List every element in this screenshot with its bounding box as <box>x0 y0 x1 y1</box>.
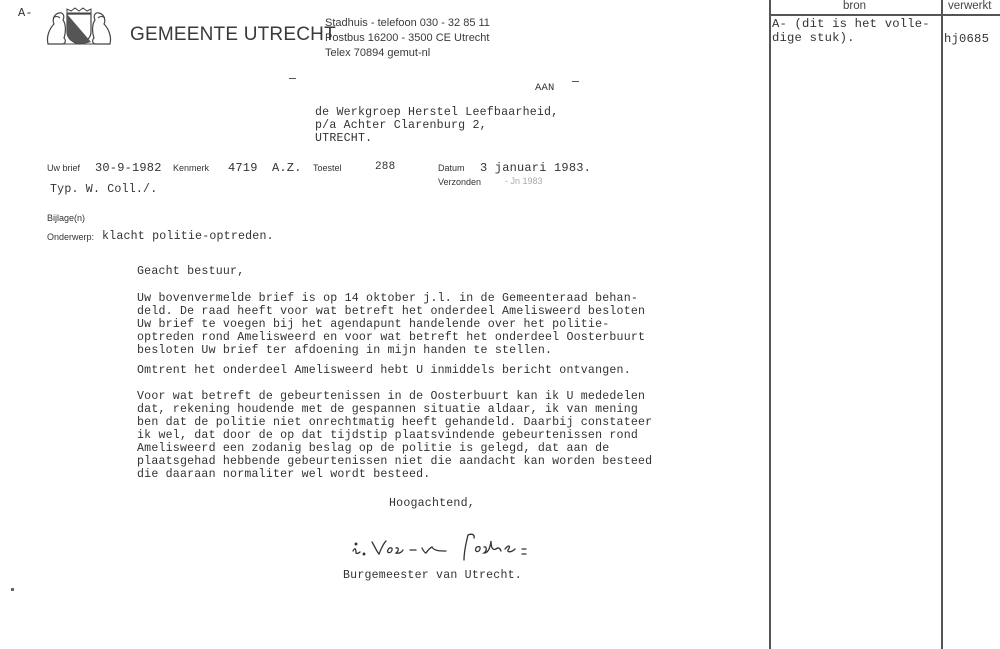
paragraph-3-line: Voor wat betreft de gebeurtenissen in de Oosterbuurt kan ik U mededelen <box>137 390 646 403</box>
paper-speck <box>11 588 14 591</box>
margin-mark: A- <box>18 6 33 20</box>
paragraph-1-line: besloten Uw brief ter afdoening in mijn handen te stellen. <box>137 344 553 357</box>
paragraph-1-line: Uw bovenvermelde brief is op 14 oktober j.l. in de Gemeenteraad behan- <box>137 292 639 305</box>
verzonden-label: Verzonden <box>438 177 482 187</box>
paragraph-3-line: die daaraan normaliter wel wordt besteed. <box>137 468 431 481</box>
column-header-bron: bron <box>843 0 867 12</box>
column-header-verwerkt: verwerkt <box>948 0 992 12</box>
verwerkt-cell: hj0685 <box>944 32 990 46</box>
paragraph-3-line: ben dat de politie niet onrechtmatig heeft gehandeld. Daarbij constateer <box>137 416 653 429</box>
paragraph-1-line: Uw brief te voegen bij het agendapunt handelende over het politie- <box>137 318 610 331</box>
table-border-left <box>769 0 771 649</box>
uw-brief-value: 30-9-1982 <box>95 161 162 175</box>
recipient-line: p/a Achter Clarenburg 2, <box>315 119 487 132</box>
recipient-line: UTRECHT. <box>315 132 373 145</box>
paragraph-3-line: dat, rekening houdende met de gespannen situatie aldaar, ik van mening <box>137 403 639 416</box>
toestel-label: Toestel <box>313 163 342 173</box>
paragraph-3-line: ik wel, dat door de op dat tijdstip plaatsvindende gebeurtenissen rond <box>137 429 639 442</box>
paragraph-3-line: Amelisweerd een zodanig beslag op de politie is gelegd, dat aan de <box>137 442 610 455</box>
table-column-divider <box>941 0 943 649</box>
salutation: Geacht bestuur, <box>137 265 245 278</box>
typist-line: Typ. W. Coll./. <box>50 183 158 196</box>
paragraph-3-line: plaatsgehad hebbende gebeurtenissen niet die aandacht kan worden besteed <box>137 455 653 468</box>
kenmerk-label: Kenmerk <box>173 163 210 173</box>
contact-line-telex: Telex 70894 gemut-nl <box>325 47 431 59</box>
signatory: Burgemeester van Utrecht. <box>343 569 522 582</box>
bron-cell-line: dige stuk). <box>772 31 855 45</box>
contact-line-postbus: Postbus 16200 - 3500 CE Utrecht <box>325 32 490 44</box>
paragraph-1-line: optreden rond Amelisweerd en voor wat betreft het onderdeel Oosterbuurt <box>137 331 646 344</box>
closing: Hoogachtend, <box>389 497 475 510</box>
paragraph-2-line: Omtrent het onderdeel Amelisweerd hebt U inmiddels bericht ontvangen. <box>137 364 631 377</box>
coat-of-arms-icon <box>44 6 114 46</box>
toestel-value: 288 <box>375 161 396 173</box>
recipient-prefix: AAN <box>535 82 555 94</box>
onderwerp-value: klacht politie-optreden. <box>102 230 274 243</box>
onderwerp-label: Onderwerp: <box>47 232 95 242</box>
table-header-border <box>769 14 1000 16</box>
kenmerk-value: 4719 <box>228 161 258 175</box>
bron-cell-line: A- (dit is het volle- <box>772 17 930 31</box>
recipient-line: de Werkgroep Herstel Leefbaarheid, <box>315 106 559 119</box>
organization-name: GEMEENTE UTRECHT <box>130 24 336 45</box>
contact-line-phone: Stadhuis - telefoon 030 - 32 85 11 <box>325 17 490 29</box>
kenmerk-suffix: A.Z. <box>272 161 302 175</box>
verzonden-stamp: - Jn 1983 <box>505 176 543 186</box>
fold-mark <box>572 81 579 82</box>
bijlagen-label: Bijlage(n) <box>47 213 86 223</box>
signature <box>350 527 570 561</box>
datum-value: 3 januari 1983. <box>480 161 592 175</box>
fold-mark <box>289 78 296 79</box>
uw-brief-label: Uw brief <box>47 163 81 173</box>
datum-label: Datum <box>438 163 465 173</box>
paragraph-1-line: deld. De raad heeft voor wat betreft het onderdeel Amelisweerd besloten <box>137 305 646 318</box>
